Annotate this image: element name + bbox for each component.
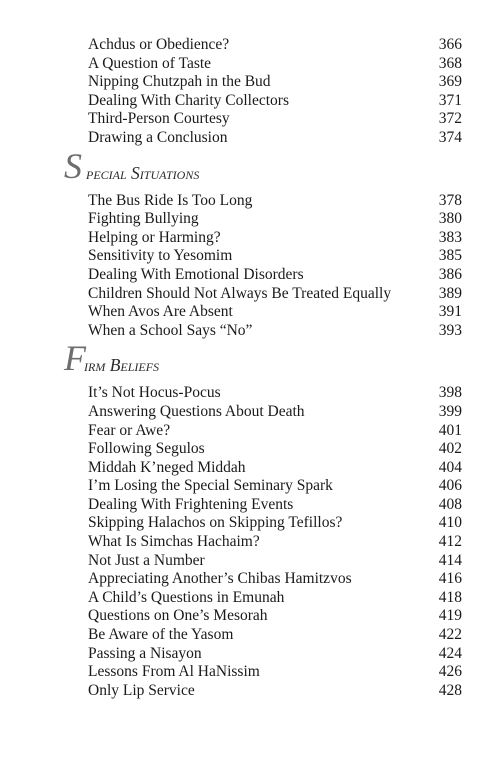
toc-entry-page-number: 399	[438, 402, 462, 420]
toc-entry[interactable]	[88, 129, 462, 148]
toc-entry-page-number: 401	[438, 421, 462, 439]
section-drop-cap: F	[64, 338, 86, 379]
toc-entry-title: When a School Says “No”	[88, 321, 253, 339]
toc-entry[interactable]	[88, 607, 462, 626]
toc-entry-title: I’m Losing the Special Seminary Spark	[88, 477, 333, 495]
toc-entry-page-number: 368	[438, 54, 462, 72]
toc-entry-page-number: 374	[438, 128, 462, 146]
toc-entry-page-number: 398	[438, 384, 462, 402]
toc-entry-page-number: 408	[438, 495, 462, 513]
toc-entry-title: Dealing With Frightening Events	[88, 495, 294, 513]
table-of-contents	[0, 36, 500, 700]
toc-entry-page-number: 383	[438, 228, 462, 246]
entry-group-2	[0, 192, 500, 341]
toc-entry-page-number: 422	[438, 626, 462, 644]
section-heading-firm-beliefs	[64, 340, 500, 384]
toc-entry[interactable]	[88, 533, 462, 552]
toc-entry-title: Helping or Harming?	[88, 228, 221, 246]
toc-entry[interactable]	[88, 110, 462, 129]
toc-entry[interactable]	[88, 247, 462, 266]
toc-entry-page-number: 428	[438, 681, 462, 699]
toc-entry[interactable]	[88, 210, 462, 229]
toc-entry-title: Fighting Bullying	[88, 210, 199, 228]
toc-entry[interactable]	[88, 552, 462, 571]
toc-entry-page-number: 372	[438, 110, 462, 128]
toc-entry-title: Be Aware of the Yasom	[88, 626, 234, 644]
toc-entry-title: Dealing With Charity Collectors	[88, 91, 289, 109]
toc-entry-title: A Child’s Questions in Emunah	[88, 588, 285, 606]
toc-entry-page-number: 371	[438, 91, 462, 109]
section-drop-cap: S	[64, 145, 82, 186]
toc-entry-title: Dealing With Emotional Disorders	[88, 265, 304, 283]
toc-entry[interactable]	[88, 403, 462, 422]
toc-entry-title: Not Just a Number	[88, 551, 205, 569]
toc-entry-page-number: 416	[438, 570, 462, 588]
toc-entry-title: Following Segulos	[88, 440, 205, 458]
toc-entry-page-number: 391	[438, 303, 462, 321]
toc-entry-title: Drawing a Conclusion	[88, 128, 228, 146]
toc-entry-page-number: 419	[438, 607, 462, 625]
toc-entry[interactable]	[88, 229, 462, 248]
toc-entry-title: Skipping Halachos on Skipping Tefillos?	[88, 514, 343, 532]
toc-entry-page-number: 424	[438, 644, 462, 662]
toc-entry[interactable]	[88, 645, 462, 664]
toc-entry[interactable]	[88, 266, 462, 285]
toc-entry[interactable]	[88, 663, 462, 682]
toc-entry-title: Third-Person Courtesy	[88, 110, 230, 128]
toc-entry-title: Passing a Nisayon	[88, 644, 202, 662]
entry-group-3	[0, 384, 500, 700]
toc-entry[interactable]	[88, 422, 462, 441]
toc-entry[interactable]	[88, 322, 462, 341]
toc-entry-title: A Question of Taste	[88, 54, 212, 72]
toc-entry-title: Achdus or Obedience?	[88, 36, 230, 53]
toc-entry-title: It’s Not Hocus-Pocus	[88, 384, 221, 402]
toc-entry[interactable]	[88, 92, 462, 111]
toc-entry[interactable]	[88, 682, 462, 701]
toc-entry-title: Only Lip Service	[88, 681, 195, 699]
toc-entry[interactable]	[88, 55, 462, 74]
toc-entry[interactable]	[88, 514, 462, 533]
toc-entry[interactable]	[88, 192, 462, 211]
toc-entry-title: Questions on One’s Mesorah	[88, 607, 268, 625]
section-heading-text: irm Beliefs	[84, 355, 160, 376]
toc-entry[interactable]	[88, 384, 462, 403]
toc-entry-title: Lessons From Al HaNissim	[88, 663, 260, 681]
toc-entry-title: When Avos Are Absent	[88, 303, 233, 321]
toc-entry[interactable]	[88, 459, 462, 478]
toc-entry-title: Middah K’neged Middah	[88, 458, 246, 476]
toc-entry-page-number: 378	[438, 191, 462, 209]
toc-entry-page-number: 404	[438, 458, 462, 476]
toc-entry-title: Answering Questions About Death	[88, 402, 305, 420]
toc-entry-page-number: 402	[438, 440, 462, 458]
toc-entry[interactable]	[88, 477, 462, 496]
toc-entry-page-number: 418	[438, 588, 462, 606]
toc-entry-page-number: 414	[438, 551, 462, 569]
toc-entry[interactable]	[88, 73, 462, 92]
toc-entry-title: Appreciating Another’s Chibas Hamitzvos	[88, 570, 352, 588]
section-heading-text: pecial Situations	[86, 162, 200, 183]
toc-entry[interactable]	[88, 303, 462, 322]
toc-entry-page-number: 393	[438, 321, 462, 339]
toc-entry-title: What Is Simchas Hachaim?	[88, 533, 260, 551]
toc-entry-page-number: 389	[438, 284, 462, 302]
toc-entry-page-number: 412	[438, 533, 462, 551]
toc-entry-page-number: 386	[438, 265, 462, 283]
toc-entry-page-number: 406	[438, 477, 462, 495]
toc-entry[interactable]	[88, 626, 462, 645]
toc-entry[interactable]	[88, 570, 462, 589]
toc-entry-page-number: 385	[438, 247, 462, 265]
section-heading-special-situations	[64, 145, 500, 192]
toc-entry-page-number: 426	[438, 663, 462, 681]
toc-entry[interactable]	[88, 589, 462, 608]
toc-entry-title: Fear or Awe?	[88, 421, 171, 439]
toc-entry-title: The Bus Ride Is Too Long	[88, 191, 253, 209]
toc-entry-page-number: 410	[438, 514, 462, 532]
toc-entry[interactable]	[88, 36, 462, 55]
entry-group-1	[0, 36, 500, 148]
toc-entry[interactable]	[88, 440, 462, 459]
toc-entry-title: Children Should Not Always Be Treated Equally	[88, 284, 392, 302]
toc-entry[interactable]	[88, 496, 462, 515]
toc-entry-title: Nipping Chutzpah in the Bud	[88, 73, 271, 91]
toc-entry-page-number: 380	[438, 210, 462, 228]
toc-entry-page-number: 366	[438, 36, 462, 53]
toc-entry-title: Sensitivity to Yesomim	[88, 247, 233, 265]
toc-entry-page-number: 369	[438, 73, 462, 91]
toc-entry[interactable]	[88, 285, 462, 304]
